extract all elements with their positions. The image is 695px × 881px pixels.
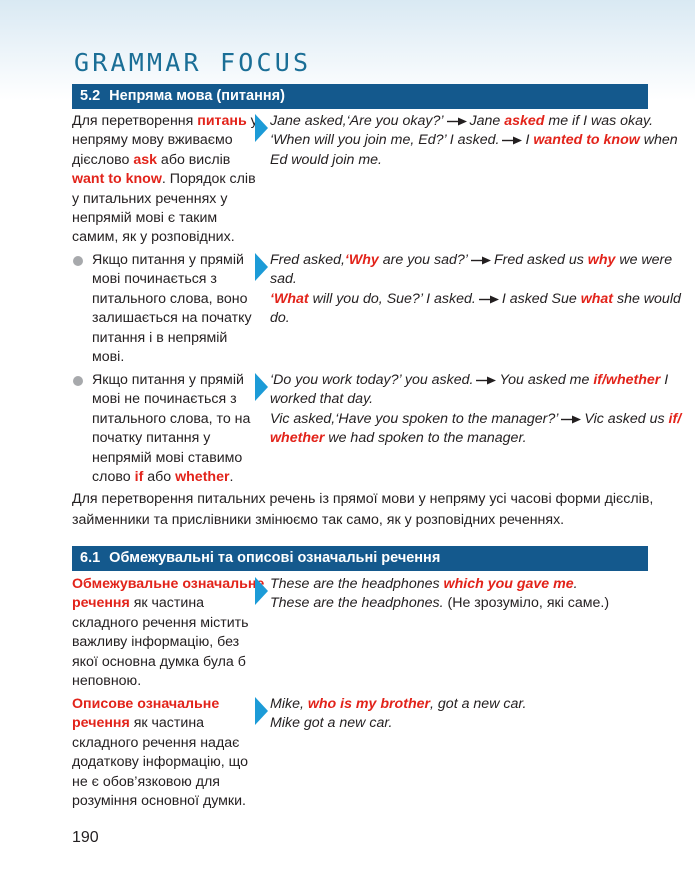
- text-run: непрямій мові ставимо: [92, 449, 243, 466]
- text-line: [92, 309, 252, 328]
- text-run: Якщо питання у прямій: [92, 372, 244, 388]
- text-line: [72, 112, 258, 131]
- text-run: .: [573, 576, 578, 592]
- text-line: [270, 594, 609, 613]
- text-line: [92, 410, 250, 429]
- text-line: [270, 410, 681, 429]
- text-run: (Не зрозуміло, які саме.): [443, 595, 610, 612]
- text-line: [270, 714, 527, 733]
- text-line: [92, 270, 252, 289]
- highlighted-term: речення: [72, 715, 130, 732]
- example-pointer-icon: [255, 577, 268, 605]
- text-run: додаткову інформацію, що: [72, 754, 249, 771]
- example-pointer-icon: [255, 253, 268, 281]
- text-run: , got a new car.: [430, 696, 527, 712]
- text-run: складного речення надає: [72, 734, 240, 751]
- note-line: Для перетворення питальних речень із прямої мови у непряму усі часові форми дієслів,: [72, 491, 654, 507]
- highlighted-term: wanted to know: [533, 132, 640, 149]
- text-line: [92, 371, 250, 390]
- text-run: worked that day.: [270, 391, 374, 408]
- example-pointer-icon: [255, 697, 268, 725]
- text-run: або: [143, 469, 176, 486]
- text-line: [72, 714, 248, 733]
- text-line: [72, 151, 258, 170]
- text-run: I: [660, 372, 669, 388]
- page-title: GRAMMAR FOCUS: [74, 48, 312, 77]
- text-line: [72, 753, 248, 772]
- transform-arrow-icon: [475, 376, 497, 385]
- restrictive-clause-rule: [72, 575, 264, 691]
- highlighted-term: why: [587, 252, 616, 268]
- text-run: непрямій мові є таким: [72, 210, 218, 227]
- text-run: слово: [92, 469, 135, 486]
- question-word-examples: [270, 251, 681, 329]
- text-run: залишається на початку: [92, 310, 252, 327]
- text-line: [92, 390, 250, 409]
- text-line: [72, 228, 258, 247]
- tense-change-note: [72, 489, 652, 530]
- example-pointer-icon: [255, 373, 268, 401]
- text-run: Mike got a new car.: [270, 715, 393, 732]
- descriptive-clause-rule: [72, 695, 248, 811]
- bullet-rule-if-whether: [92, 371, 250, 487]
- text-run: ‘When will you join me, Ed?’ I asked.: [270, 132, 500, 149]
- text-run: Для перетворення: [72, 113, 198, 129]
- text-line: [270, 695, 527, 714]
- highlighted-term: which you gave me: [443, 576, 574, 592]
- text-run: ‘Do you work today?’ you asked.: [270, 372, 474, 388]
- text-line: [270, 575, 609, 594]
- text-line: [92, 329, 252, 348]
- section-header-5-2: [72, 84, 648, 109]
- text-run: we were: [615, 252, 673, 268]
- text-line: [72, 170, 258, 189]
- highlighted-term: ask: [133, 151, 157, 168]
- text-run: не є обов’язковою для: [72, 773, 220, 790]
- highlighted-term: if: [134, 469, 144, 486]
- text-run: неповною.: [72, 673, 142, 690]
- text-run: .: [229, 469, 234, 486]
- text-run: мові починається з: [92, 271, 217, 288]
- text-line: [72, 594, 264, 613]
- text-run: I: [525, 132, 534, 149]
- text-line: [92, 290, 252, 309]
- highlighted-term: who is my brother: [307, 696, 431, 712]
- text-line: [92, 348, 252, 367]
- section-title: Обмежувальні та описові означальні речення: [109, 550, 441, 566]
- highlighted-term: whether: [175, 469, 230, 486]
- text-line: [72, 773, 248, 792]
- text-run: у питальних реченнях у: [72, 190, 228, 207]
- text-run: питального слова, воно: [92, 290, 248, 307]
- bullet-dot-icon: [73, 256, 83, 266]
- section-title: Непряма мова (питання): [109, 88, 285, 104]
- highlighted-term: whether: [270, 430, 325, 447]
- text-line: [72, 653, 264, 672]
- text-run: You asked me: [499, 372, 594, 388]
- text-run: самим, як у розповідних.: [72, 229, 235, 246]
- text-run: sad.: [270, 271, 297, 288]
- intro-rule-text: [72, 112, 258, 248]
- text-line: [72, 190, 258, 209]
- if-whether-examples: [270, 371, 681, 449]
- text-run: These are the headphones: [270, 576, 444, 592]
- text-line: [92, 468, 250, 487]
- text-line: [270, 251, 681, 270]
- example-pointer-icon: [255, 114, 268, 142]
- text-run: питання і в непрямій: [92, 329, 228, 346]
- highlighted-term: want to know: [72, 171, 162, 188]
- text-line: [72, 695, 248, 714]
- text-run: складного речення містить: [72, 614, 249, 631]
- text-run: Jane asked,‘Are you okay?’: [270, 113, 444, 129]
- text-line: [72, 131, 258, 150]
- text-line: [72, 633, 264, 652]
- text-run: when: [639, 132, 678, 149]
- text-run: . Порядок слів: [161, 171, 256, 188]
- text-line: [92, 251, 252, 270]
- text-run: Ed would join me.: [270, 151, 382, 168]
- text-run: як частина: [129, 595, 205, 612]
- bullet-dot-icon: [73, 376, 83, 386]
- text-run: мові не починається з: [92, 391, 237, 408]
- text-run: we had spoken to the manager.: [324, 430, 527, 447]
- text-run: питального слова, то на: [92, 410, 251, 427]
- text-line: [270, 270, 681, 289]
- section-number: 6.1: [80, 550, 101, 566]
- restrictive-clause-examples: [270, 575, 609, 614]
- text-run: me if I was okay.: [544, 113, 654, 129]
- text-line: [270, 309, 681, 328]
- highlighted-term: if/whether: [593, 372, 661, 388]
- page-number: 190: [72, 829, 99, 846]
- text-run: у: [246, 113, 258, 129]
- note-line: займенники та прислівники змінюємо так само, як у розповідних реченнях.: [72, 511, 565, 528]
- text-line: [270, 151, 678, 170]
- transform-arrow-icon: [470, 256, 492, 265]
- text-run: важливу інформацію, без: [72, 634, 240, 651]
- text-line: [72, 672, 264, 691]
- text-line: [92, 429, 250, 448]
- highlighted-term: asked: [504, 113, 545, 129]
- bullet-rule-question-word: [92, 251, 252, 367]
- text-run: Mike,: [270, 696, 308, 712]
- highlighted-term: питань: [197, 113, 247, 129]
- text-run: Vic asked us: [584, 410, 669, 427]
- text-line: [72, 734, 248, 753]
- text-run: якої основна думка була б: [72, 653, 246, 670]
- text-run: Fred asked us: [493, 252, 588, 268]
- section-header-6-1: [72, 546, 648, 571]
- transform-arrow-icon: [446, 117, 468, 126]
- text-run: I asked Sue: [501, 290, 581, 307]
- section-number: 5.2: [80, 88, 101, 104]
- text-line: [270, 371, 681, 390]
- text-run: непряму мову вживаємо: [72, 132, 233, 149]
- text-run: як частина: [129, 715, 205, 732]
- text-line: [72, 614, 264, 633]
- text-run: розуміння основної думки.: [72, 793, 246, 810]
- text-run: мові.: [92, 349, 125, 366]
- text-run: These are the headphones.: [270, 595, 444, 612]
- highlighted-term: what: [580, 290, 614, 307]
- text-run: початку питання у: [92, 430, 211, 447]
- transform-arrow-icon: [478, 295, 500, 304]
- descriptive-clause-examples: [270, 695, 527, 734]
- text-run: do.: [270, 310, 290, 327]
- text-run: або вислів: [156, 151, 231, 168]
- highlighted-term: речення: [72, 595, 130, 612]
- text-run: are you sad?’: [378, 252, 468, 268]
- text-line: [270, 429, 681, 448]
- text-line: [270, 131, 678, 150]
- text-line: [72, 792, 248, 811]
- highlighted-term: if/: [668, 410, 682, 427]
- intro-examples: [270, 112, 678, 170]
- text-run: she would: [613, 290, 681, 307]
- text-run: Jane: [469, 113, 505, 129]
- text-run: дієслово: [72, 151, 134, 168]
- highlighted-term: Описове означальне: [72, 696, 220, 712]
- text-line: [270, 390, 681, 409]
- text-line: [72, 575, 264, 594]
- transform-arrow-icon: [501, 136, 523, 145]
- text-run: Fred asked,: [270, 252, 345, 268]
- text-line: [270, 290, 681, 309]
- highlighted-term: ‘What: [270, 290, 309, 307]
- text-run: Якщо питання у прямій: [92, 252, 244, 268]
- text-line: [72, 209, 258, 228]
- highlighted-term: Обмежувальне означальне: [72, 576, 265, 592]
- highlighted-term: ‘Why: [344, 252, 379, 268]
- transform-arrow-icon: [560, 415, 582, 424]
- text-line: [270, 112, 678, 131]
- text-run: will you do, Sue?’ I asked.: [308, 290, 476, 307]
- text-line: [92, 449, 250, 468]
- text-run: Vic asked,‘Have you spoken to the manager?’: [270, 410, 559, 427]
